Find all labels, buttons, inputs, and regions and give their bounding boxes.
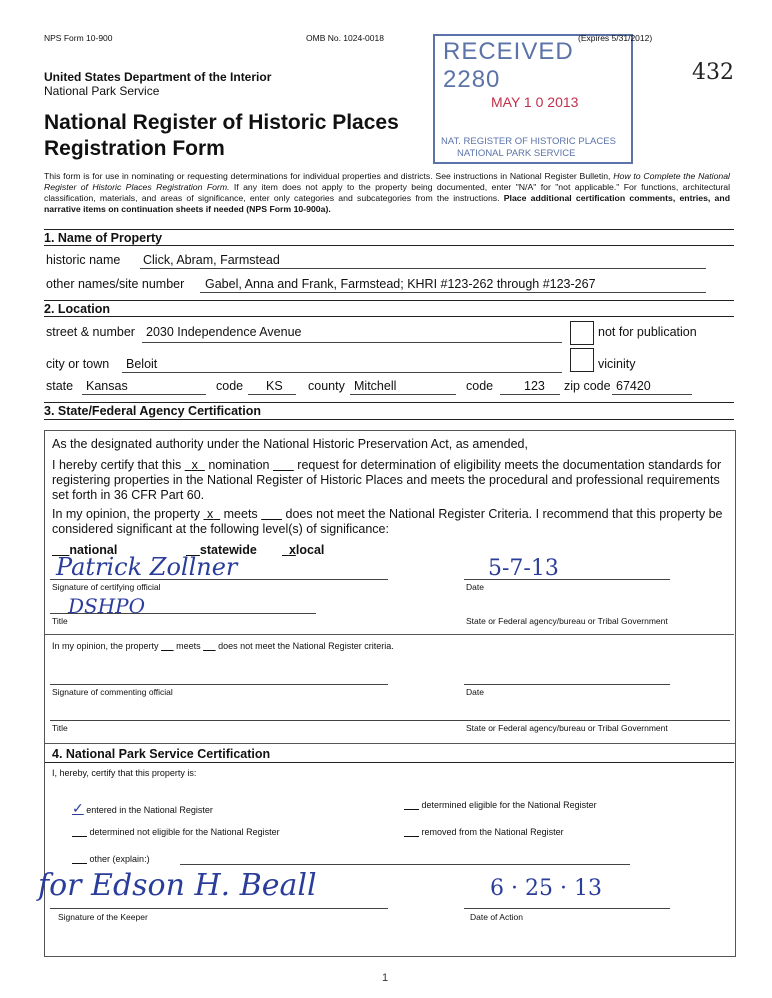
vicinity-label: vicinity — [598, 357, 636, 371]
county-value[interactable]: Mitchell — [354, 379, 397, 393]
signature-line — [50, 684, 388, 685]
state-code-label: code — [216, 379, 244, 393]
service: National Park Service — [44, 84, 160, 98]
title2-label: Title — [52, 723, 68, 733]
field-line — [350, 394, 456, 395]
stamp-date: MAY 1 0 2013 — [491, 94, 579, 110]
expiration: (Expires 5/31/2012) — [578, 33, 653, 43]
stamp-line-1: NAT. REGISTER OF HISTORIC PLACES — [441, 136, 616, 147]
county-code-label: code — [466, 379, 494, 393]
title-label: Title — [52, 616, 68, 626]
county-label: county — [308, 379, 345, 393]
date2-label: Date — [466, 687, 484, 697]
date-line — [464, 579, 670, 580]
zip-value[interactable]: 67420 — [616, 379, 651, 393]
intro-text-1: This form is for use in nominating or requesting determinations for individual properties and districts. See instructions in National Register Bulletin, — [44, 171, 614, 181]
entered-check: ✓ — [72, 800, 84, 816]
rule — [44, 300, 734, 301]
option-entered-label: entered in the National Register — [86, 805, 213, 815]
cert-paragraph-2 — [52, 458, 728, 503]
county-code-value[interactable]: 123 — [524, 379, 545, 393]
option-other-label: other (explain:) — [89, 854, 150, 864]
department: United States Department of the Interior — [44, 70, 272, 84]
option-entered[interactable] — [72, 800, 213, 817]
level-national-label: national — [69, 543, 118, 557]
signature-line — [50, 908, 388, 909]
p3-text-c: does not meet the National Register Criteria. I recommend that this property be considered significant at the following level(s) of significance: — [52, 507, 723, 536]
page-title — [44, 110, 399, 162]
state-value[interactable]: Kansas — [86, 379, 128, 393]
agency2-label: State or Federal agency/bureau or Tribal Government — [466, 723, 668, 733]
date-line — [464, 908, 670, 909]
option-other[interactable] — [72, 854, 150, 864]
stamp-received: RECEIVED 2280 — [443, 38, 574, 93]
section3-heading: 3. State/Federal Agency Certification — [44, 404, 261, 418]
section2-heading: 2. Location — [44, 302, 110, 316]
section1-heading: 1. Name of Property — [44, 231, 163, 245]
historic-name-label: historic name — [46, 253, 121, 267]
option-removed[interactable] — [404, 827, 564, 837]
section4-intro: I, hereby, certify that this property is: — [52, 768, 197, 778]
historic-name-value[interactable]: Click, Abram, Farmstead — [143, 253, 280, 267]
rule — [44, 229, 734, 230]
field-line — [122, 372, 562, 373]
street-label: street & number — [46, 325, 135, 339]
keeper-signature: for Edson H. Beall — [38, 868, 317, 903]
field-line — [82, 394, 206, 395]
intro-text-2: If any item does not apply to the property being documented, enter "N/A" for "not applicable." For functions, architectural classification, materials, and areas of significance, enter only categories and subcategories from the instructions. — [44, 182, 730, 203]
section4-heading: 4. National Park Service Certification — [52, 747, 271, 761]
title-line-2: Registration Form — [44, 137, 225, 160]
level-statewide-label: statewide — [199, 543, 257, 557]
stamp-line-2: NATIONAL PARK SERVICE — [457, 148, 576, 159]
field-line — [142, 342, 562, 343]
field-line — [200, 292, 706, 293]
opinion-text-a: In my opinion, the property — [52, 641, 162, 651]
state-code-value[interactable]: KS — [266, 379, 283, 393]
level-local-mark: x — [288, 543, 296, 557]
not-for-publication-label: not for publication — [598, 325, 697, 339]
p2-text-b: nomination — [204, 458, 273, 472]
opinion-text-b: meets — [173, 641, 204, 651]
commenting-opinion — [52, 641, 394, 651]
action-date-label: Date of Action — [470, 912, 523, 922]
date-line — [464, 684, 670, 685]
page-number: 1 — [382, 972, 389, 984]
p3-text-a: In my opinion, the property — [52, 507, 204, 521]
action-date-hand: 6 · 25 · 13 — [490, 876, 602, 901]
field-line — [248, 394, 296, 395]
not-for-publication-checkbox[interactable] — [570, 321, 594, 345]
vicinity-checkbox[interactable] — [570, 348, 594, 372]
p3-text-b: meets — [220, 507, 262, 521]
box-divider — [44, 634, 734, 635]
option-removed-label: removed from the National Register — [421, 827, 564, 837]
title-line — [50, 613, 316, 614]
keeper-signature-label: Signature of the Keeper — [58, 912, 148, 922]
title-hand: DSHPO — [68, 594, 146, 618]
rule — [44, 419, 734, 420]
certifying-signature-label: Signature of certifying official — [52, 582, 161, 592]
received-stamp — [433, 34, 633, 164]
option-eligible[interactable] — [404, 800, 597, 810]
intro-instructions — [44, 171, 730, 215]
p2-text-c: request for determination of eligibility meets the documentation standards for registering properties in the National Register of Historic Places and meets the procedural and professional requirements set forth in 36 CFR Part 60. — [52, 458, 722, 502]
signature-line — [50, 579, 388, 580]
meets-mark[interactable]: x — [206, 507, 214, 521]
option-not-eligible-label: determined not eligible for the National Register — [89, 827, 280, 837]
other-names-label: other names/site number — [46, 277, 185, 291]
option-not-eligible[interactable] — [72, 827, 280, 837]
rule — [44, 316, 734, 317]
level-local-label: local — [295, 543, 325, 557]
opinion-text-c: does not meet the National Register criteria. — [215, 641, 394, 651]
certifying-date-hand: 5-7-13 — [488, 556, 559, 581]
field-line — [500, 394, 560, 395]
cert-paragraph-3 — [52, 507, 728, 537]
form-number: NPS Form 10-900 — [44, 33, 113, 43]
agency-label: State or Federal agency/bureau or Tribal Government — [466, 616, 668, 626]
rule — [44, 402, 734, 403]
street-value[interactable]: 2030 Independence Avenue — [146, 325, 302, 339]
zip-label: zip code — [564, 379, 611, 393]
commenting-signature-label: Signature of commenting official — [52, 687, 173, 697]
certifying-signature: Patrick Zollner — [56, 553, 238, 581]
title-line — [50, 720, 730, 721]
omb-number: OMB No. 1024-0018 — [306, 33, 384, 43]
option-eligible-label: determined eligible for the National Register — [421, 800, 597, 810]
other-names-value[interactable]: Gabel, Anna and Frank, Farmstead; KHRI #123-262 through #123-267 — [205, 277, 596, 291]
explain-line — [180, 864, 630, 865]
title-line-1: National Register of Historic Places — [44, 111, 399, 134]
nomination-mark[interactable]: x — [191, 458, 198, 472]
city-label: city or town — [46, 357, 110, 371]
state-label: state — [46, 379, 74, 393]
field-line — [140, 268, 706, 269]
intro-italic: How to Complete the National Register of Historic Places Registration Form. — [44, 171, 730, 192]
rule — [44, 245, 734, 246]
date-label: Date — [466, 582, 484, 592]
p2-text-a: I hereby certify that this — [52, 458, 185, 472]
field-line — [612, 394, 692, 395]
cert-paragraph-1: As the designated authority under the National Historic Preservation Act, as amended, — [52, 437, 528, 451]
handwritten-number: 432 — [692, 60, 734, 85]
level-local[interactable] — [282, 543, 324, 557]
city-value[interactable]: Beloit — [126, 357, 158, 371]
intro-bold: Place additional certification comments, entries, and narrative items on continuation sheets if needed (NPS Form 10-900a). — [44, 193, 730, 214]
